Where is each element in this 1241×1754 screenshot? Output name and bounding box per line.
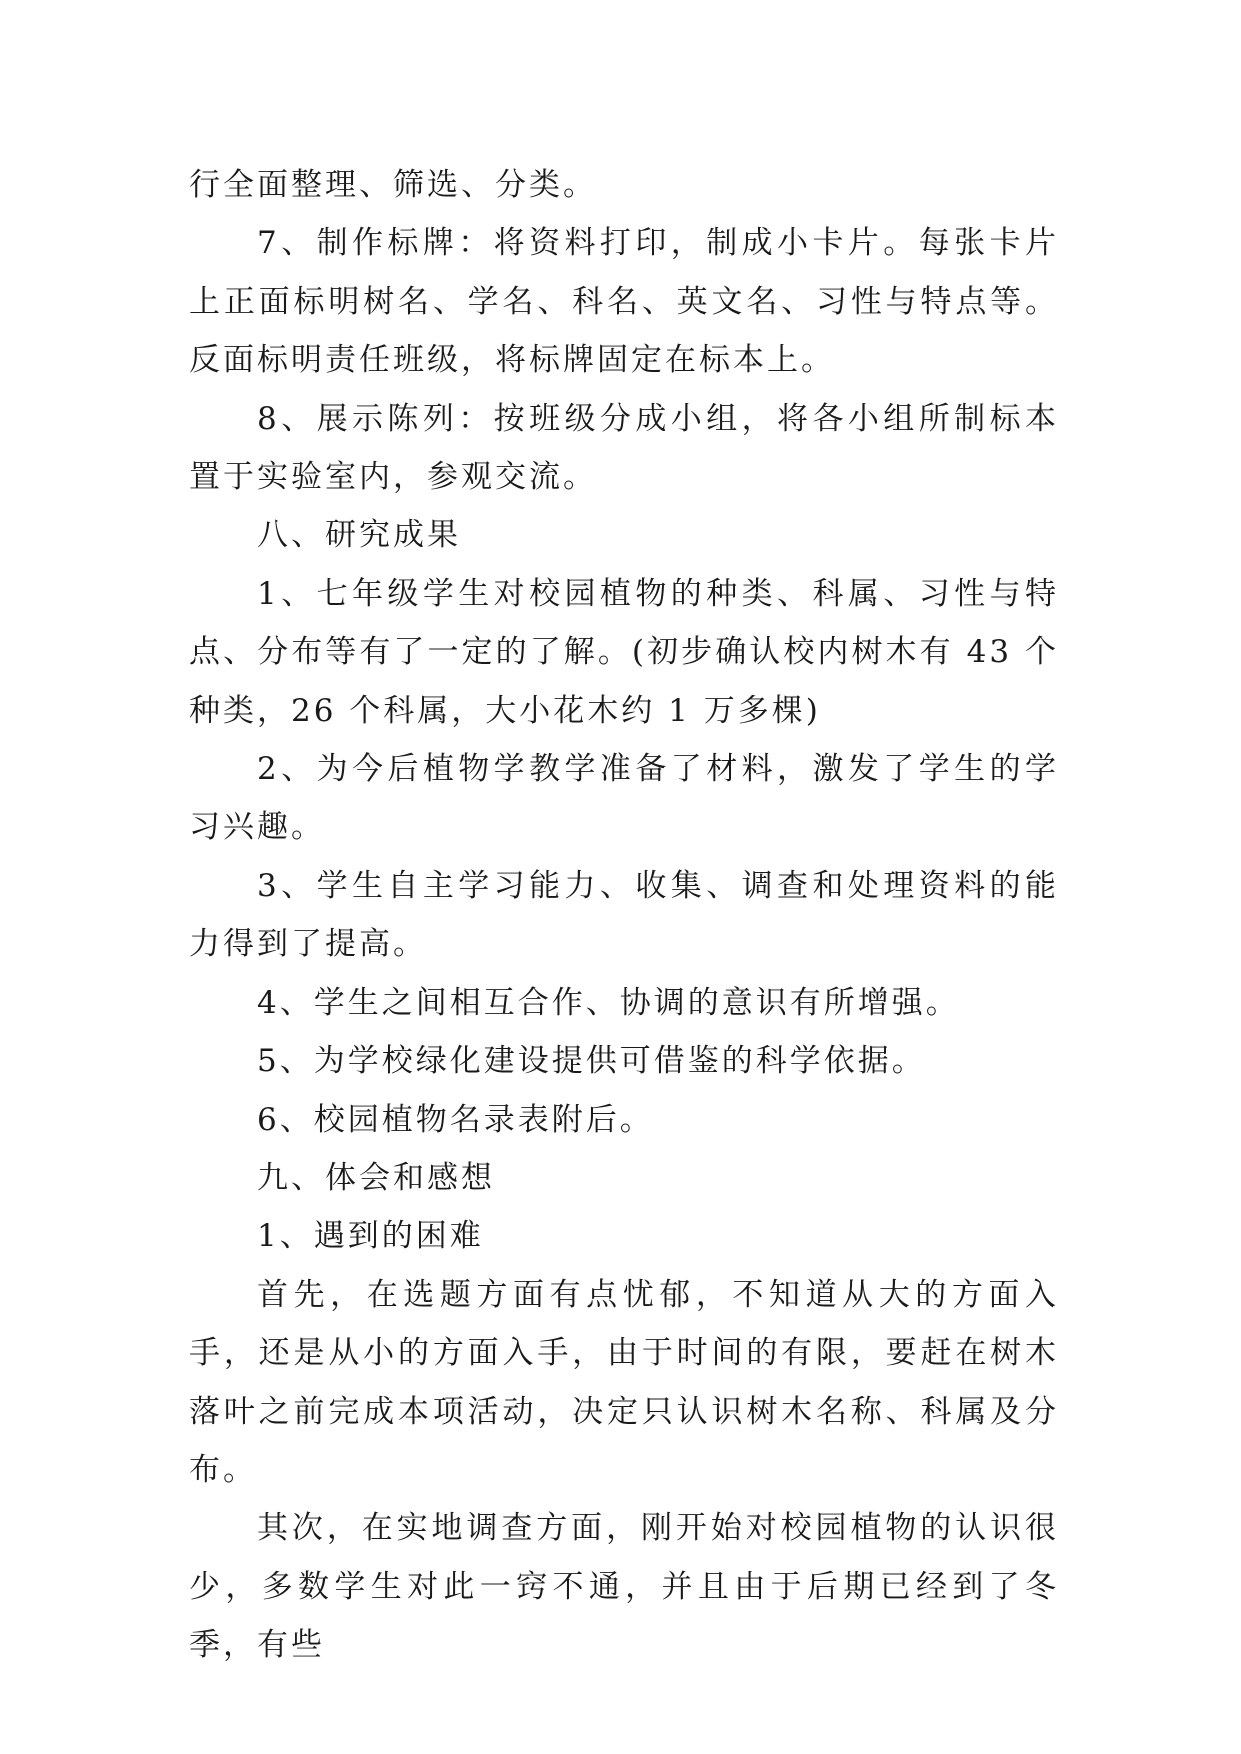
section-heading-reflections: 九、体会和感想 xyxy=(257,1159,495,1196)
paragraph-result-5: 5、为学校绿化建设提供可借鉴的科学依据。 xyxy=(257,1043,926,1080)
section-heading-results: 八、研究成果 xyxy=(257,517,461,554)
paragraph-continuation: 行全面整理、筛选、分类。 xyxy=(189,167,597,203)
paragraph-step-8: 8、展示陈列：按班级分成小组，将各小组所制标本置于实验室内，参观交流。 xyxy=(189,400,1059,496)
paragraph-result-3: 3、学生自主学习能力、收集、调查和处理资料的能力得到了提高。 xyxy=(189,867,1059,963)
paragraph-step-7: 7、制作标牌：将资料打印，制成小卡片。每张卡片上正面标明树名、学名、科名、英文名、习性与特点等。反面标明责任班级，将标牌固定在标本上。 xyxy=(189,225,1059,379)
paragraph-result-6: 6、校园植物名录表附后。 xyxy=(257,1101,654,1138)
paragraph-first: 首先，在选题方面有点忧郁，不知道从大的方面入手，还是从小的方面入手，由于时间的有限，要赶在树木落叶之前完成本项活动，决定只认识树木名称、科属及分布。 xyxy=(189,1276,1059,1488)
subheading-difficulties: 1、遇到的困难 xyxy=(257,1218,484,1255)
document-body xyxy=(189,156,1059,1675)
paragraph-result-2: 2、为今后植物学教学准备了材料，激发了学生的学习兴趣。 xyxy=(189,751,1059,846)
paragraph-result-1: 1、七年级学生对校园植物的种类、科属、习性与特点、分布等有了一定的了解。(初步确认校内树木有 43 个种类，26 个科属，大小花木约 1 万多棵) xyxy=(189,575,1059,729)
paragraph-second: 其次，在实地调查方面，刚开始对校园植物的认识很少，多数学生对此一窍不通，并且由于后期已经到了冬季，有些 xyxy=(189,1510,1059,1664)
paragraph-result-4: 4、学生之间相互合作、协调的意识有所增强。 xyxy=(257,984,960,1021)
